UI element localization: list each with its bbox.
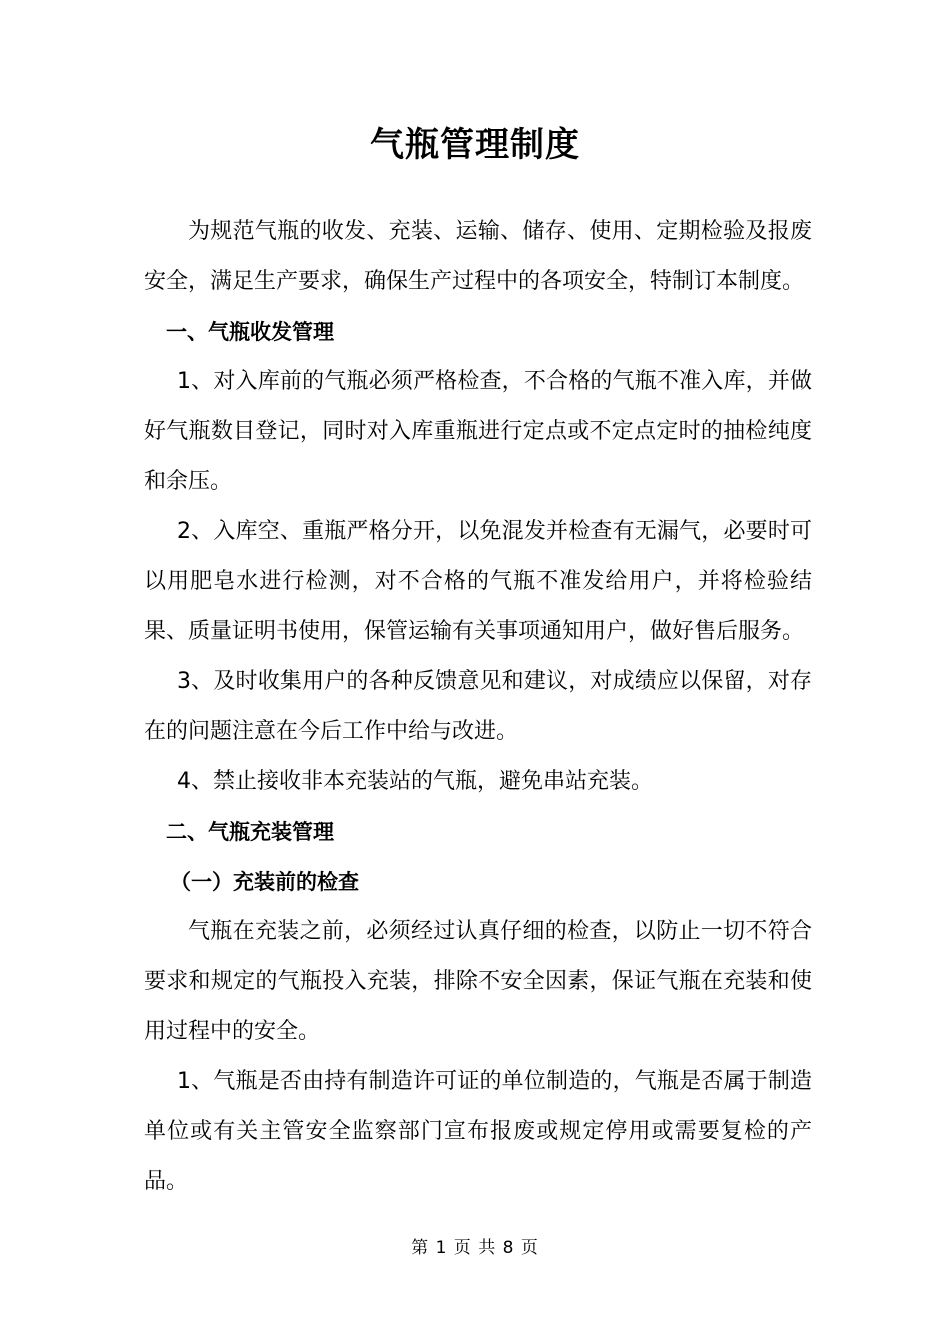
list-item: 3、及时收集用户的各种反馈意见和建议，对成绩应以保留，对存在的问题注意在今后工作中给与改进。 bbox=[144, 669, 812, 744]
intro-paragraph: 为规范气瓶的收发、充装、运输、储存、使用、定期检验及报废安全，满足生产要求，确保生产过程中的各项安全，特制订本制度。 bbox=[144, 219, 812, 294]
subsection-heading-precheck: （一）充装前的检查 bbox=[170, 870, 359, 894]
section-heading-receipt: 一、气瓶收发管理 bbox=[166, 320, 334, 344]
list-item: 2、入库空、重瓶严格分开，以免混发并检查有无漏气，必要时可以用肥皂水进行检测，对不合格的气瓶不准发给用户，并将检验结果、质量证明书使用，保管运输有关事项通知用户，做好售后服务。 bbox=[144, 519, 812, 644]
subsection-intro-paragraph: 气瓶在充装之前，必须经过认真仔细的检查，以防止一切不符合要求和规定的气瓶投入充装，排除不安全因素，保证气瓶在充装和使用过程中的安全。 bbox=[144, 919, 812, 1044]
document-body bbox=[144, 207, 812, 1207]
list-item: 1、对入库前的气瓶必须严格检查，不合格的气瓶不准入库，并做好气瓶数目登记，同时对入库重瓶进行定点或不定点定时的抽检纯度和余压。 bbox=[144, 369, 812, 494]
document-title: 气瓶管理制度 bbox=[370, 125, 580, 165]
page-number-footer: 第 1 页 共 8 页 bbox=[411, 1238, 539, 1258]
list-item: 1、气瓶是否由持有制造许可证的单位制造的，气瓶是否属于制造单位或有关主管安全监察部门宣布报废或规定停用或需要复检的产品。 bbox=[144, 1069, 812, 1194]
list-item: 4、禁止接收非本充装站的气瓶，避免串站充装。 bbox=[177, 769, 653, 794]
section-heading-filling: 二、气瓶充装管理 bbox=[166, 820, 334, 844]
